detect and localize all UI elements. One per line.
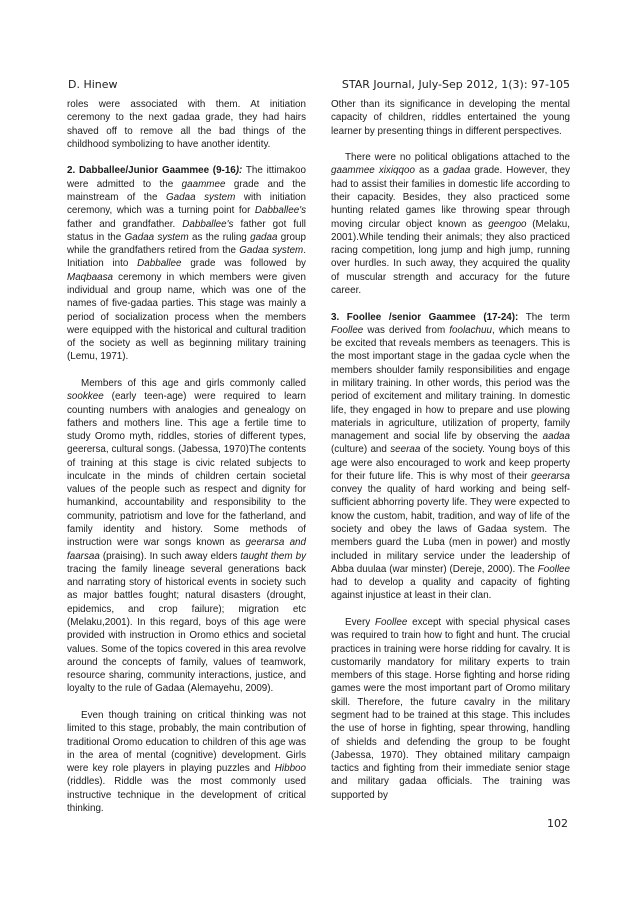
left-column bbox=[67, 98, 306, 815]
paragraph: roles were associated with them. At initiation ceremony to the next gadaa grade, they had hairs shaved off to remove all the bad things of the childhood symbolizing to have another identity. bbox=[67, 99, 306, 150]
section-paragraph-foollee: 3. Foollee /senior Gaammee (17-24): The term Foollee was derived from foolachuu, which means to be excited that reveals members as teenagers. This is the most important stage in the gadaa cycle when the members shoulder family responsibilities and engage in military training. In other words, this period was the period of excitement and military training. In domestic life, they engaged in how to prepare and use plowing materials in agriculture, utilization of property, family management and social life by observing the aadaa (culture) and seeraa of the society. Young boys of this age were also encouraged to work and keep property for their future life. This is why most of their geerarsa convey the quality of hard working and being self-sufficient abhorring poverty life. They were expected to know the custom, habit, tradition, and way of life of the society and obey the laws of Gadaa system. The members guard the Luba (men in power) and mostly included in military service under the leadership of Abba duulaa (war minster) (Dereje, 2000). The Foollee had to develop a quality and capacity of fighting against injustice at least in their clan. bbox=[331, 311, 570, 602]
section-heading: 2. Dabballee/Junior Gaammee (9-16): bbox=[67, 165, 243, 177]
header-journal: STAR Journal, July-Sep 2012, 1(3): 97-105 bbox=[341, 78, 570, 91]
paragraph: There were no political obligations attached to the gaammee xixiqqoo as a gadaa grade. However, they had to assist their families in domestic life according to their capacity. Besides, they also practiced some hunting related games like throwing spear through moving circular object known as geengoo (Melaku, 2001).While tending their animals; they also practiced racing competition, long jump and high jump, running over hurdles. In such away, they acquired the quality of muscular strength and accuracy for the future career. bbox=[331, 152, 571, 296]
paragraph: Even though training on critical thinking was not limited to this stage, probably, the main contribution of traditional Oromo education to children of this age was in the area of mental (cognitive) development. Girls were key role players in playing puzzles and Hibboo (riddles). Riddle was the most commonly used instructive technique in the development of critical thinking. bbox=[67, 709, 306, 814]
section-heading: 3. Foollee /senior Gaammee (17-24): bbox=[331, 311, 519, 323]
header-author: D. Hinew bbox=[68, 78, 118, 91]
paragraph: Other than its significance in developing the mental capacity of children, riddles entertained the young learner by presenting things in different perspectives. bbox=[331, 99, 570, 137]
paragraph: Members of this age and girls commonly called sookkee (early teen-age) were required to learn counting numbers with analogies and genealogy on fathers and mothers line. This age a fertile time to study Oromo myth, riddles, stories of different types, geerersa, cultural songs. (Jabessa, 1970)The contents of training at this stage is civic related subjects to inculcate in the minds of children certain societal values of the people such as respect and dignity for humankind, accountability and responsibility to the community, patriotism and love for the fatherland, and family identity and history. Some methods of instruction were war songs known as geerarsa and faarsaa (praising). In such away elders taught them by tracing the family lineage several generations back and narrating story of historical events in society such as major battles fought; natural disasters (drought, epidemics, and crop failure); migration etc (Melaku,2001). In this regard, boys of this age were provided with instruction in Oromo ethics and societal values. Some of the topics covered in this area revolve around the concepts of family, values of teamwork, resource sharing, community interactions, justice, and loyalty to the rule of Gadaa (Alemayehu, 2009). bbox=[67, 377, 306, 695]
section-paragraph-dabballee: 2. Dabballee/Junior Gaammee (9-16): The ittimakoo were admitted to the gaammee grade and the mainstream of the Gadaa system with initiation ceremony, which was a turning point for Dabballee's father and grandfather. Dabballee's father got full status in the Gadaa system as the ruling gadaa group while the grandfathers retired from the Gadaa system. Initiation into Dabballee grade was followed by Maqbaasa ceremony in which members were given individual and group name, which was one of the names of five-gadaa parties. This stage was mainly a period of socialization process when the members were equipped with the historical and cultural tradition of the society as well as beginning military training (Lemu, 1971). bbox=[67, 165, 307, 363]
running-header bbox=[68, 78, 568, 94]
right-column bbox=[331, 98, 570, 802]
paragraph: Every Foollee except with special physical cases was required to train how to fight and hunt. The crucial practices in training were horse ridding for cavalry. It is customarily mandatory for military experts to train members of this stage. Horse fighting and horse riding games were the most important part of Oromo military skill. Therefore, the future cavalry in the military segment had to be trained at this stage. This includes the use of horse in fighting, spear throwing, handling of shields and defending the group to be fought (Jabessa, 1970). They obtained military campaign tactics and fighting from their immediate senior stage and military gadaa officials. The training was supported by bbox=[331, 617, 570, 801]
page-number: 102 bbox=[547, 817, 568, 830]
